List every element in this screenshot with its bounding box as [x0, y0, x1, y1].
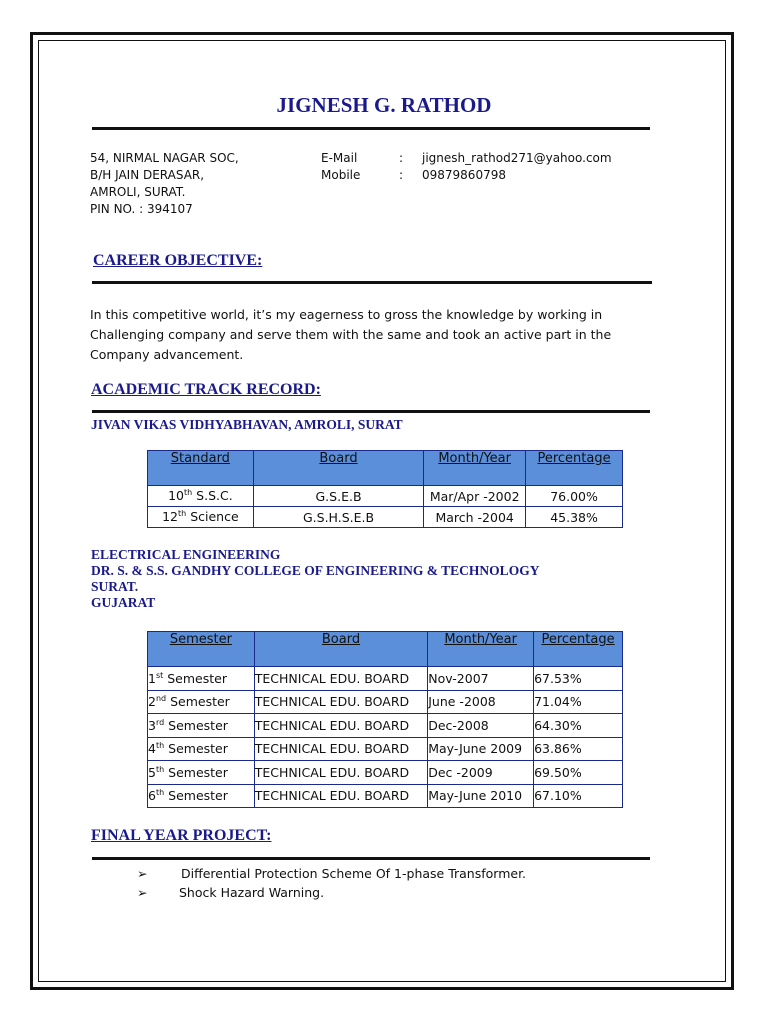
college-degree: ELECTRICAL ENGINEERING — [91, 547, 281, 562]
semester-cell: 5th Semester — [148, 761, 255, 785]
board-cell: TECHNICAL EDU. BOARD — [254, 784, 427, 808]
project-item: Differential Protection Scheme Of 1-phase Transformer. — [181, 866, 527, 881]
percentage-cell: 45.38% — [526, 507, 623, 528]
candidate-name: JIGNESH G. RATHOD — [276, 93, 492, 117]
semester-cell: 6th Semester — [148, 784, 255, 808]
board-cell: TECHNICAL EDU. BOARD — [254, 761, 427, 785]
project-rule — [92, 857, 650, 860]
mobile-value: 09879860798 — [422, 168, 506, 182]
table-row — [148, 690, 623, 714]
semester-cell: 4th Semester — [148, 737, 255, 761]
column-header-month-year: Month/Year — [428, 632, 534, 667]
academic-rule — [92, 410, 650, 413]
table-row — [148, 507, 623, 528]
column-header-percentage: Percentage — [534, 632, 623, 667]
board-cell: TECHNICAL EDU. BOARD — [254, 737, 427, 761]
percentage-cell: 64.30% — [534, 714, 623, 738]
table-header-row — [148, 451, 623, 486]
career-rule — [92, 281, 652, 284]
project-item: Shock Hazard Warning. — [179, 885, 325, 900]
date-cell: Nov-2007 — [428, 667, 534, 691]
school-table — [147, 450, 623, 528]
board-cell: TECHNICAL EDU. BOARD — [254, 690, 427, 714]
academic-heading: ACADEMIC TRACK RECORD: — [91, 381, 321, 398]
date-cell: May-June 2010 — [428, 784, 534, 808]
email-colon: : — [399, 151, 404, 165]
table-row — [148, 784, 623, 808]
email-value[interactable]: jignesh_rathod271@yahoo.com — [422, 151, 612, 165]
percentage-cell: 69.50% — [534, 761, 623, 785]
table-row — [148, 486, 623, 507]
mobile-label: Mobile — [321, 168, 361, 182]
college-block — [91, 547, 539, 611]
date-cell: Mar/Apr -2002 — [424, 486, 526, 507]
career-line: Challenging company and serve them with the same and took an active part in the — [90, 327, 612, 342]
column-header-month-year: Month/Year — [424, 451, 526, 486]
column-header-board: Board — [254, 632, 427, 667]
career-objective-heading: CAREER OBJECTIVE: — [93, 252, 263, 269]
percentage-cell: 76.00% — [526, 486, 623, 507]
table-row — [148, 714, 623, 738]
date-cell: June -2008 — [428, 690, 534, 714]
board-cell: G.S.E.B — [253, 486, 423, 507]
table-header-row — [148, 632, 623, 667]
board-cell: G.S.H.S.E.B — [253, 507, 423, 528]
address-line: PIN NO. : 394107 — [90, 202, 193, 216]
date-cell: May-June 2009 — [428, 737, 534, 761]
name-rule — [92, 127, 650, 130]
bullet-arrow-icon: ➢ — [137, 885, 148, 900]
semester-cell: 3rd Semester — [148, 714, 255, 738]
final-year-project-heading: FINAL YEAR PROJECT: — [91, 827, 272, 844]
board-cell: TECHNICAL EDU. BOARD — [254, 667, 427, 691]
percentage-cell: 71.04% — [534, 690, 623, 714]
table-row — [148, 737, 623, 761]
career-objective-text — [90, 305, 611, 365]
college-name: DR. S. & S.S. GANDHY COLLEGE OF ENGINEERING & TECHNOLOGY — [91, 563, 540, 578]
column-header-standard: Standard — [148, 451, 254, 486]
date-cell: Dec -2009 — [428, 761, 534, 785]
address-block — [90, 150, 239, 218]
percentage-cell: 67.10% — [534, 784, 623, 808]
column-header-semester: Semester — [148, 632, 255, 667]
board-cell: TECHNICAL EDU. BOARD — [254, 714, 427, 738]
column-header-percentage: Percentage — [526, 451, 623, 486]
column-header-board: Board — [253, 451, 423, 486]
address-line: 54, NIRMAL NAGAR SOC, — [90, 151, 239, 165]
table-row — [148, 761, 623, 785]
career-line: In this competitive world, it’s my eagerness to gross the knowledge by working in — [90, 307, 603, 322]
date-cell: March -2004 — [424, 507, 526, 528]
college-city: SURAT. — [91, 579, 139, 594]
semester-cell: 2nd Semester — [148, 690, 255, 714]
career-line: Company advancement. — [90, 347, 244, 362]
semester-cell: 1st Semester — [148, 667, 255, 691]
college-state: GUJARAT — [91, 595, 156, 610]
percentage-cell: 63.86% — [534, 737, 623, 761]
date-cell: Dec-2008 — [428, 714, 534, 738]
address-line: B/H JAIN DERASAR, — [90, 168, 205, 182]
bullet-arrow-icon: ➢ — [137, 866, 148, 881]
standard-cell: 10th S.S.C. — [148, 486, 254, 507]
percentage-cell: 67.53% — [534, 667, 623, 691]
mobile-colon: : — [399, 168, 404, 182]
email-label: E-Mail — [321, 151, 358, 165]
address-line: AMROLI, SURAT. — [90, 185, 186, 199]
school-name: JIVAN VIKAS VIDHYABHAVAN, AMROLI, SURAT — [91, 417, 403, 432]
table-row — [148, 667, 623, 691]
standard-cell: 12th Science — [148, 507, 254, 528]
college-table — [147, 631, 623, 808]
